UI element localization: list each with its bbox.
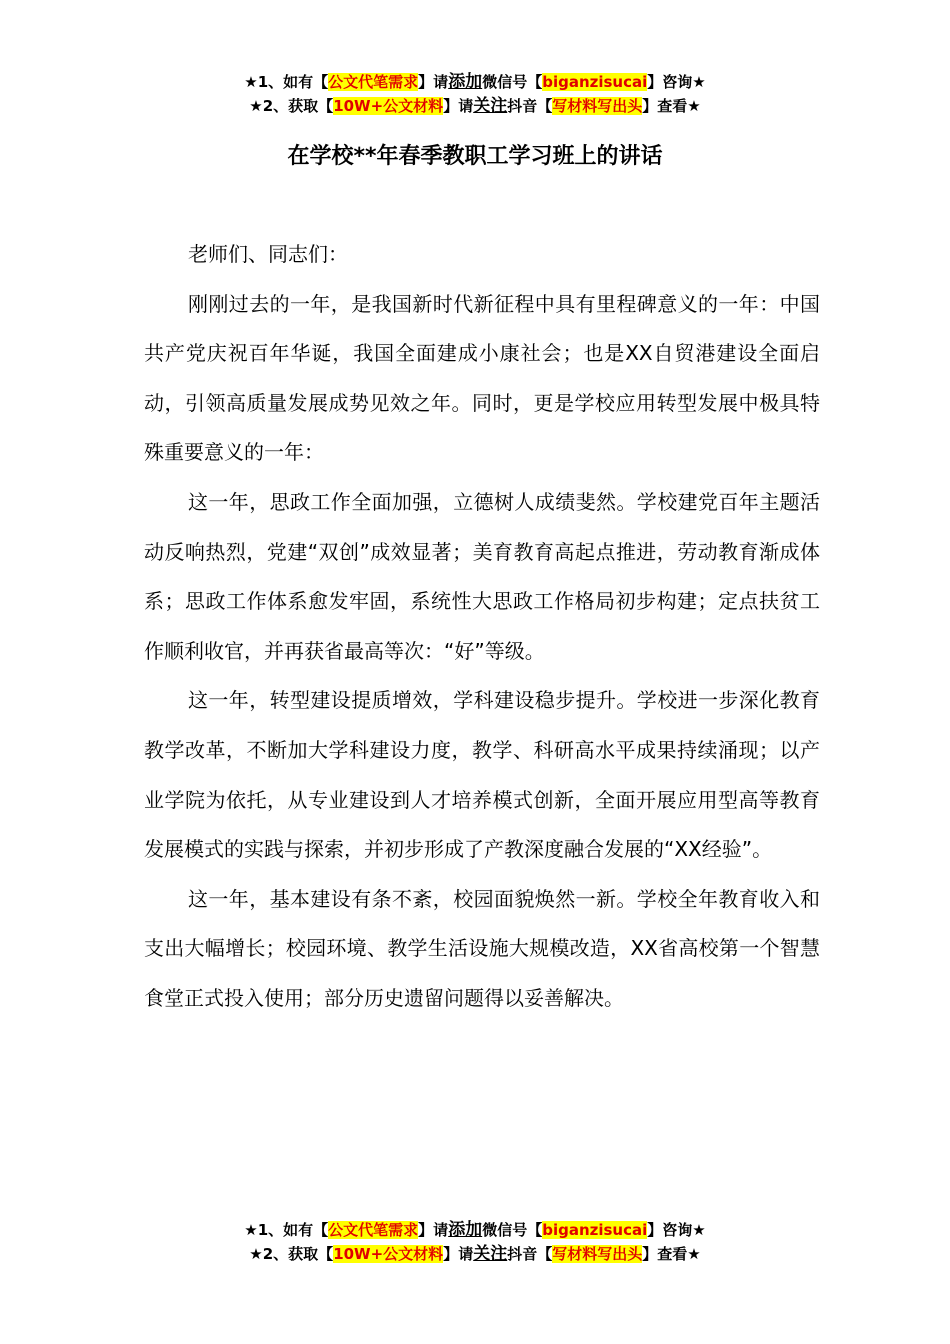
banner-text: 抖音【 (507, 97, 553, 115)
banner-highlight: 10W+公文材料 (333, 97, 444, 115)
banner-text: 】请 (443, 1245, 474, 1263)
banner-text: 抖音【 (507, 1245, 553, 1263)
banner-highlight: 写材料写出头 (552, 1245, 643, 1263)
paragraph: 刚刚过去的一年，是我国新时代新征程中具有里程碑意义的一年：中国共产党庆祝百年华诞，我国全面建成小康社会；也是XX自贸港建设全面启动，引领高质量发展成势见效之年。同时，更是学校应用转型发展中极具特殊重要意义的一年： (144, 291, 820, 465)
banner-text: 】请 (418, 1221, 449, 1239)
banner-underlined: 关注 (473, 96, 508, 116)
banner-text: 微信号【 (482, 1221, 543, 1239)
banner-highlight: biganzisucai (542, 73, 648, 91)
banner-text: 】查看★ (642, 97, 701, 115)
banner-underlined: 添加 (448, 1220, 483, 1240)
banner-highlight: 10W+公文材料 (333, 1245, 444, 1263)
banner-text: 微信号【 (482, 73, 543, 91)
banner-underlined: 添加 (448, 72, 483, 92)
banner-text: ★1、如有【 (244, 73, 329, 91)
banner-line-1 (0, 70, 950, 94)
banner-text: 】咨询★ (647, 73, 706, 91)
document-body (144, 230, 820, 1024)
paragraph: 这一年，转型建设提质增效，学科建设稳步提升。学校进一步深化教育教学改革，不断加大学科建设力度，教学、科研高水平成果持续涌现；以产业学院为依托，从专业建设到人才培养模式创新，全面开展应用型高等教育发展模式的实践与探索，并初步形成了产教深度融合发展的“XX经验”。 (144, 688, 820, 862)
paragraph-salutation: 老师们、同志们： (188, 242, 348, 266)
footer-banner (0, 1218, 950, 1266)
banner-line-2 (0, 94, 950, 118)
banner-line-2 (0, 1242, 950, 1266)
banner-text: 】请 (418, 73, 449, 91)
banner-highlight: 公文代笔需求 (328, 73, 419, 91)
banner-text: ★2、获取【 (249, 97, 334, 115)
document-title: 在学校**年春季教职工学习班上的讲话 (287, 144, 663, 169)
banner-text: 】查看★ (642, 1245, 701, 1263)
paragraph: 这一年，思政工作全面加强，立德树人成绩斐然。学校建党百年主题活动反响热烈，党建“双创”成效显著；美育教育高起点推进，劳动教育渐成体系；思政工作体系愈发牢固，系统性大思政工作格局初步构建；定点扶贫工作顺利收官，并再获省最高等次：“好”等级。 (144, 489, 820, 663)
header-banner (0, 70, 950, 118)
banner-underlined: 关注 (473, 1244, 508, 1264)
banner-line-1 (0, 1218, 950, 1242)
banner-text: ★2、获取【 (249, 1245, 334, 1263)
paragraph: 这一年，基本建设有条不紊，校园面貌焕然一新。学校全年教育收入和支出大幅增长；校园环境、教学生活设施大规模改造，XX省高校第一个智慧食堂正式投入使用；部分历史遗留问题得以妥善解决。 (144, 886, 820, 1010)
banner-text: 】咨询★ (647, 1221, 706, 1239)
banner-highlight: 公文代笔需求 (328, 1221, 419, 1239)
banner-highlight: 写材料写出头 (552, 97, 643, 115)
banner-text: 】请 (443, 97, 474, 115)
banner-highlight: biganzisucai (542, 1221, 648, 1239)
banner-text: ★1、如有【 (244, 1221, 329, 1239)
